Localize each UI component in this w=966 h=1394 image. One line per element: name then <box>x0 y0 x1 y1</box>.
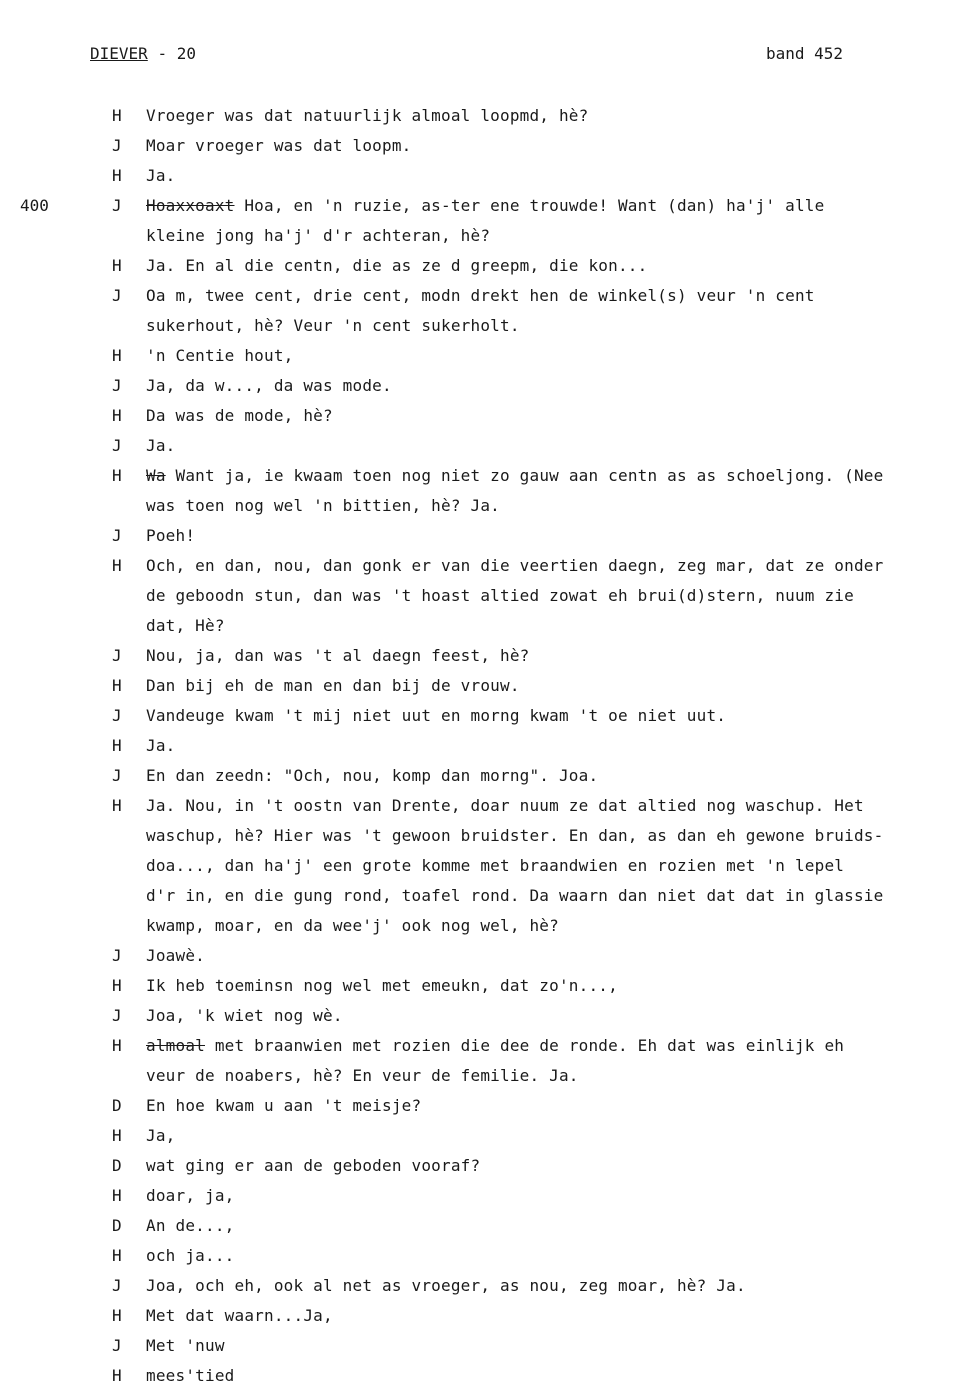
transcript-line <box>0 431 966 461</box>
struck-out-text: Wa <box>146 466 166 485</box>
speaker-label: H <box>112 976 122 995</box>
utterance-body: Met dat waarn...Ja, <box>146 1306 333 1325</box>
utterance-text <box>146 1031 962 1061</box>
speaker-label: J <box>112 436 122 455</box>
transcript-line <box>0 611 966 641</box>
speaker-label: D <box>112 1216 122 1235</box>
utterance-body: Ja, <box>146 1126 176 1145</box>
utterance-body: An de..., <box>146 1216 235 1235</box>
speaker-label: H <box>112 736 122 755</box>
transcript-line <box>0 311 966 341</box>
utterance-body: wat ging er aan de geboden vooraf? <box>146 1156 481 1175</box>
speaker-label: H <box>112 556 122 575</box>
speaker-label: H <box>112 1246 122 1265</box>
utterance-body: Vandeuge kwam 't mij niet uut en morng kwam 't oe niet uut. <box>146 706 727 725</box>
transcript-line <box>0 791 966 821</box>
utterance-body: Ja. Nou, in 't oostn van Drente, doar nuum ze dat altied nog waschup. Het <box>146 796 864 815</box>
utterance-body: Da was de mode, hè? <box>146 406 333 425</box>
speaker-label: H <box>112 676 122 695</box>
speaker-label: J <box>112 766 122 785</box>
speaker-label: J <box>112 706 122 725</box>
transcript-line <box>0 1151 966 1181</box>
utterance-text <box>146 371 962 401</box>
utterance-body: Ik heb toeminsn nog wel met emeukn, dat zo'n..., <box>146 976 618 995</box>
speaker-label: H <box>112 256 122 275</box>
utterance-body: Oa m, twee cent, drie cent, modn drekt hen de winkel(s) veur 'n cent <box>146 286 815 305</box>
utterance-text <box>146 911 962 941</box>
transcript-line <box>0 1241 966 1271</box>
transcript-line <box>0 1271 966 1301</box>
transcript-line <box>0 821 966 851</box>
utterance-text <box>146 1091 962 1121</box>
utterance-text <box>146 131 962 161</box>
transcript-line <box>0 941 966 971</box>
speaker-label: J <box>112 1336 122 1355</box>
utterance-text <box>146 521 962 551</box>
transcript-line <box>0 191 966 221</box>
speaker-label: H <box>112 166 122 185</box>
utterance-text <box>146 1151 962 1181</box>
utterance-text <box>146 671 962 701</box>
utterance-body: Ja. <box>146 736 176 755</box>
utterance-body: Vroeger was dat natuurlijk almoal loopmd, hè? <box>146 106 589 125</box>
utterance-text <box>146 1121 962 1151</box>
utterance-body: de geboodn stun, dan was 't hoast altied zowat eh brui(d)stern, nuum zie <box>146 586 854 605</box>
utterance-body: En hoe kwam u aan 't meisje? <box>146 1096 422 1115</box>
utterance-text <box>146 1301 962 1331</box>
utterance-body: was toen nog wel 'n bittien, hè? Ja. <box>146 496 500 515</box>
transcript-line <box>0 1001 966 1031</box>
utterance-body: veur de noabers, hè? En veur de femilie. Ja. <box>146 1066 579 1085</box>
struck-out-text: Hoaxxoaxt <box>146 196 235 215</box>
utterance-body: Poeh! <box>146 526 196 545</box>
speaker-label: J <box>112 1006 122 1025</box>
utterance-body: Ja. <box>146 166 176 185</box>
utterance-body: och ja... <box>146 1246 235 1265</box>
line-number: 400 <box>20 196 49 215</box>
utterance-body: waschup, hè? Hier was 't gewoon bruidster. En dan, as dan eh gewone bruids- <box>146 826 884 845</box>
utterance-text <box>146 221 962 251</box>
transcript-line <box>0 1301 966 1331</box>
transcript-line <box>0 881 966 911</box>
transcript-line <box>0 1361 966 1391</box>
utterance-body: kleine jong ha'j' d'r achteran, hè? <box>146 226 491 245</box>
speaker-label: H <box>112 1186 122 1205</box>
transcript-line <box>0 731 966 761</box>
utterance-text <box>146 401 962 431</box>
utterance-body: Want ja, ie kwaam toen nog niet zo gauw aan centn as as schoeljong. (Nee <box>165 466 884 485</box>
utterance-text <box>146 971 962 1001</box>
utterance-body: doar, ja, <box>146 1186 235 1205</box>
speaker-label: H <box>112 1306 122 1325</box>
transcript-line <box>0 851 966 881</box>
utterance-body: sukerhout, hè? Veur 'n cent sukerholt. <box>146 316 520 335</box>
utterance-body: Joawè. <box>146 946 205 965</box>
speaker-label: J <box>112 196 122 215</box>
transcript-line <box>0 251 966 281</box>
transcript-line <box>0 401 966 431</box>
transcript-line <box>0 911 966 941</box>
transcript-line <box>0 671 966 701</box>
struck-out-text: almoal <box>146 1036 205 1055</box>
speaker-label: J <box>112 286 122 305</box>
speaker-label: H <box>112 346 122 365</box>
utterance-body: En dan zeedn: "Och, nou, komp dan morng". Joa. <box>146 766 599 785</box>
transcript-line <box>0 491 966 521</box>
utterance-text <box>146 551 962 581</box>
header-title <box>90 44 196 63</box>
utterance-body: Joa, och eh, ook al net as vroeger, as nou, zeg moar, hè? Ja. <box>146 1276 746 1295</box>
transcript-line <box>0 1181 966 1211</box>
speaker-label: D <box>112 1156 122 1175</box>
transcript-line <box>0 341 966 371</box>
utterance-text <box>146 191 962 221</box>
speaker-label: J <box>112 526 122 545</box>
utterance-text <box>146 851 962 881</box>
utterance-text <box>146 821 962 851</box>
utterance-body: kwamp, moar, en da wee'j' ook nog wel, hè? <box>146 916 559 935</box>
utterance-text <box>146 251 962 281</box>
utterance-text <box>146 311 962 341</box>
speaker-label: J <box>112 946 122 965</box>
header-band: band 452 <box>766 44 844 63</box>
utterance-body: mees'tied <box>146 1366 235 1385</box>
utterance-body: Hoa, en 'n ruzie, as-ter ene trouwde! Want (dan) ha'j' alle <box>234 196 825 215</box>
transcript-line <box>0 1331 966 1361</box>
transcript-line <box>0 641 966 671</box>
header-place: DIEVER <box>90 44 148 63</box>
utterance-text <box>146 611 962 641</box>
utterance-text <box>146 461 962 491</box>
utterance-body: Ja. <box>146 436 176 455</box>
transcript <box>0 101 966 1391</box>
utterance-body: Dan bij eh de man en dan bij de vrouw. <box>146 676 520 695</box>
utterance-body: Ja. En al die centn, die as ze d greepm, die kon... <box>146 256 648 275</box>
transcript-line <box>0 101 966 131</box>
utterance-body: 'n Centie hout, <box>146 346 294 365</box>
speaker-label: H <box>112 1366 122 1385</box>
transcript-line <box>0 1211 966 1241</box>
speaker-label: J <box>112 376 122 395</box>
utterance-text <box>146 431 962 461</box>
page-header <box>90 44 880 70</box>
utterance-text <box>146 761 962 791</box>
utterance-body: dat, Hè? <box>146 616 225 635</box>
speaker-label: H <box>112 1126 122 1145</box>
utterance-text <box>146 1331 962 1361</box>
utterance-text <box>146 1271 962 1301</box>
transcript-line <box>0 701 966 731</box>
utterance-text <box>146 881 962 911</box>
utterance-text <box>146 1001 962 1031</box>
utterance-text <box>146 641 962 671</box>
transcript-line <box>0 551 966 581</box>
utterance-body: met braanwien met rozien die dee de ronde. Eh dat was einlijk eh <box>205 1036 845 1055</box>
utterance-text <box>146 1061 962 1091</box>
utterance-body: Met 'nuw <box>146 1336 225 1355</box>
transcript-line <box>0 971 966 1001</box>
utterance-text <box>146 731 962 761</box>
speaker-label: J <box>112 136 122 155</box>
utterance-text <box>146 161 962 191</box>
utterance-text <box>146 1181 962 1211</box>
header-page-number: - 20 <box>157 44 196 63</box>
utterance-text <box>146 1361 962 1391</box>
transcript-line <box>0 461 966 491</box>
utterance-text <box>146 941 962 971</box>
utterance-body: Och, en dan, nou, dan gonk er van die veertien daegn, zeg mar, dat ze onder <box>146 556 884 575</box>
utterance-text <box>146 491 962 521</box>
transcript-line <box>0 1091 966 1121</box>
transcript-line <box>0 581 966 611</box>
transcript-line <box>0 221 966 251</box>
speaker-label: J <box>112 1276 122 1295</box>
transcript-line <box>0 1061 966 1091</box>
transcript-line <box>0 521 966 551</box>
utterance-body: d'r in, en die gung rond, toafel rond. Da waarn dan niet dat dat in glassie <box>146 886 884 905</box>
transcript-line <box>0 1121 966 1151</box>
transcript-line <box>0 281 966 311</box>
speaker-label: H <box>112 106 122 125</box>
utterance-text <box>146 1211 962 1241</box>
utterance-text <box>146 791 962 821</box>
speaker-label: J <box>112 646 122 665</box>
speaker-label: H <box>112 1036 122 1055</box>
utterance-text <box>146 101 962 131</box>
utterance-body: Nou, ja, dan was 't al daegn feest, hè? <box>146 646 530 665</box>
utterance-text <box>146 701 962 731</box>
transcript-line <box>0 761 966 791</box>
speaker-label: H <box>112 466 122 485</box>
utterance-text <box>146 281 962 311</box>
transcript-line <box>0 131 966 161</box>
transcript-line <box>0 161 966 191</box>
speaker-label: H <box>112 406 122 425</box>
transcript-line <box>0 371 966 401</box>
speaker-label: H <box>112 796 122 815</box>
speaker-label: D <box>112 1096 122 1115</box>
transcript-line <box>0 1031 966 1061</box>
utterance-text <box>146 341 962 371</box>
utterance-body: Moar vroeger was dat loopm. <box>146 136 412 155</box>
utterance-text <box>146 581 962 611</box>
utterance-body: Joa, 'k wiet nog wè. <box>146 1006 343 1025</box>
utterance-body: doa..., dan ha'j' een grote komme met braandwien en rozien met 'n lepel <box>146 856 845 875</box>
utterance-body: Ja, da w..., da was mode. <box>146 376 392 395</box>
utterance-text <box>146 1241 962 1271</box>
